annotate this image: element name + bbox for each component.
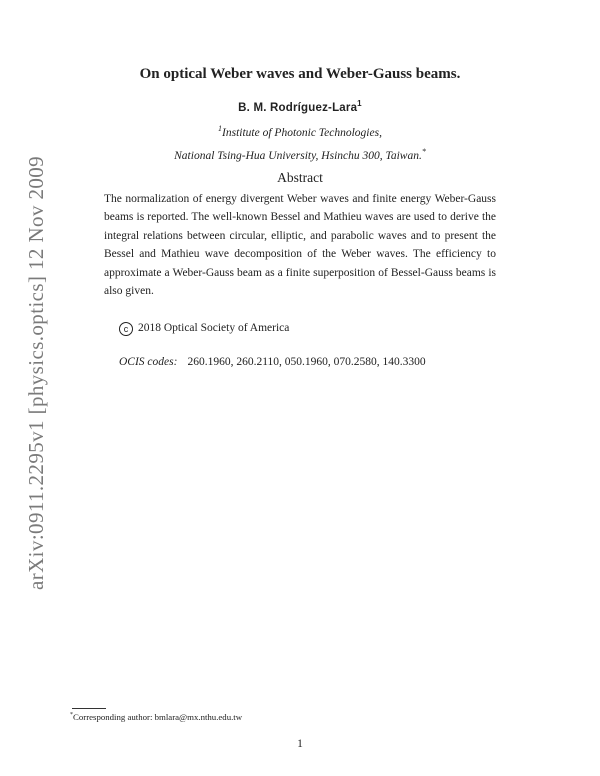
author-affiliation-mark: 1 (357, 99, 362, 108)
copyright-text: 2018 Optical Society of America (138, 322, 290, 334)
footnote (70, 712, 242, 722)
ocis-codes (119, 356, 426, 368)
abstract-body: The normalization of energy divergent Weber waves and finite energy Weber-Gauss beams is reported. The well-known Bessel and Mathieu waves are used to derive the integral relations between circular, elliptic, and parabolic waves and to present the Bessel and Mathieu wave decomposition of the Weber waves. The efficiency to approximate a Weber-Gauss beam as a finite superposition of Bessel-Gauss beams is also given. (104, 193, 496, 298)
affiliation-university: National Tsing-Hua University, Hsinchu 300, Taiwan. (174, 150, 422, 162)
footnote-mark: * (70, 712, 73, 718)
affiliation-line-2 (0, 147, 600, 162)
abstract-heading: Abstract (277, 170, 323, 185)
corresponding-author-mark: * (421, 147, 426, 156)
affiliation-line-1 (0, 124, 600, 139)
footnote-divider (72, 708, 106, 709)
copyright-line (119, 322, 289, 336)
paper-title: On optical Weber waves and Weber-Gauss beams. (139, 66, 461, 82)
footnote-text: Corresponding author: bmlara@mx.nthu.edu.tw (73, 712, 243, 722)
affiliation-institute: Institute of Photonic Technologies, (222, 127, 382, 139)
page-number: 1 (297, 738, 303, 750)
arxiv-identifier: arXiv:0911.2295v1 [physics.optics] 12 Nov 2009 (24, 155, 48, 590)
author-name: B. M. Rodríguez-Lara (238, 102, 358, 114)
affiliation-mark: 1 (218, 124, 223, 133)
ocis-values: 260.1960, 260.2110, 050.1960, 070.2580, 140.3300 (187, 356, 426, 368)
copyright-icon: c (119, 322, 133, 336)
author (0, 99, 600, 114)
ocis-label: OCIS codes: (119, 356, 178, 368)
